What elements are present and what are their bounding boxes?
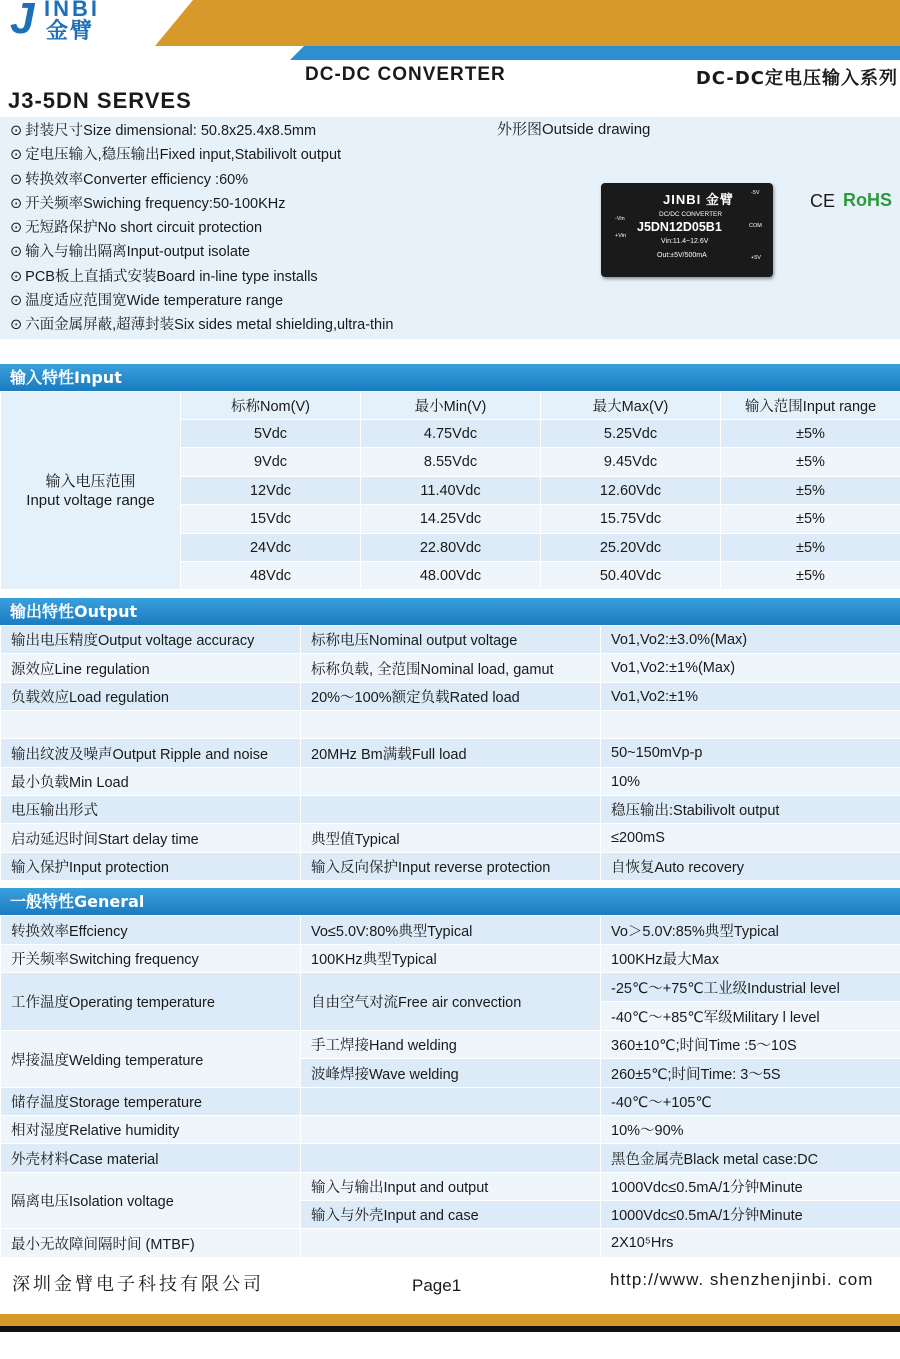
table-cell xyxy=(301,768,601,796)
table-cell: 最小无故障间隔时间 (MTBF) xyxy=(1,1229,301,1258)
table-cell: 24Vdc xyxy=(181,534,361,562)
table-cell: 输入与输出Input and output xyxy=(301,1173,601,1201)
table-cell: 输入反向保护Input reverse protection xyxy=(301,853,601,881)
table-row xyxy=(1,853,900,881)
header-blue-bar xyxy=(290,46,900,60)
table-cell: 输出纹波及噪声Output Ripple and noise xyxy=(1,739,301,768)
table-cell: 1000Vdc≤0.5mA/1分钟Minute xyxy=(601,1201,900,1229)
table-cell: 10%～90% xyxy=(601,1116,900,1144)
logo-cn: 金臂 xyxy=(46,19,95,44)
output-section-header: 输出特性Output xyxy=(0,598,900,625)
table-cell: ±5% xyxy=(721,420,900,448)
logo-letter: J xyxy=(10,0,35,43)
header-title: DC-DC CONVERTER xyxy=(305,64,506,85)
table-cell: 100KHz典型Typical xyxy=(301,945,601,973)
table-row xyxy=(1,1229,900,1258)
feature-item: ⊙ PCB板上直插式安装Board in-line type installs xyxy=(10,265,393,289)
table-cell xyxy=(1,711,301,739)
table-row xyxy=(1,683,900,711)
module-logo: JINBI 金臂 xyxy=(663,192,734,207)
table-row xyxy=(1,739,900,768)
table-row xyxy=(1,1088,900,1116)
module-part-number: J5DN12D05B1 xyxy=(637,220,722,234)
table-cell: 8.55Vdc xyxy=(361,448,541,477)
table-row xyxy=(1,711,900,739)
table-cell: 15.75Vdc xyxy=(541,505,721,534)
table-cell: 14.25Vdc xyxy=(361,505,541,534)
table-cell: 2X10⁵Hrs xyxy=(601,1229,900,1258)
general-table xyxy=(0,915,900,1258)
module-vin: Vin:11.4~12.6V xyxy=(661,238,709,245)
feature-item: ⊙ 无短路保护No short circuit protection xyxy=(10,216,393,240)
table-cell: 360±10℃;时间Time :5～10S xyxy=(601,1031,900,1059)
table-row xyxy=(1,796,900,824)
table-cell: 25.20Vdc xyxy=(541,534,721,562)
table-cell: Vo1,Vo2:±1% xyxy=(601,683,900,711)
outside-drawing-label: 外形图Outside drawing xyxy=(497,121,651,138)
table-cell: 外壳材料Case material xyxy=(1,1144,301,1173)
table-cell: ≤200mS xyxy=(601,824,900,853)
table-cell xyxy=(301,1088,601,1116)
table-cell: 5.25Vdc xyxy=(541,420,721,448)
table-cell xyxy=(301,1229,601,1258)
table-cell: ±5% xyxy=(721,477,900,505)
column-header: 标称Nom(V) xyxy=(181,392,361,420)
table-cell: 波峰焊接Wave welding xyxy=(301,1059,601,1088)
input-table xyxy=(0,391,900,590)
input-header-row xyxy=(1,392,900,420)
table-cell: -25℃～+75℃工业级Industrial level xyxy=(601,973,900,1002)
table-cell: 10% xyxy=(601,768,900,796)
module-subtitle: DC/DC CONVERTER xyxy=(659,211,723,218)
table-cell: 9Vdc xyxy=(181,448,361,477)
model-title: J3-5DN SERVES xyxy=(8,88,192,113)
input-range-label xyxy=(1,392,181,590)
table-cell: 22.80Vdc xyxy=(361,534,541,562)
table-cell: ±5% xyxy=(721,448,900,477)
feature-item: ⊙ 温度适应范围宽Wide temperature range xyxy=(10,289,393,313)
table-cell: ±5% xyxy=(721,562,900,590)
table-cell: 12.60Vdc xyxy=(541,477,721,505)
table-cell: 20MHz Bm满载Full load xyxy=(301,739,601,768)
table-cell: ±5% xyxy=(721,505,900,534)
ce-mark: CE xyxy=(810,191,836,211)
feature-list xyxy=(10,119,393,338)
table-cell xyxy=(301,711,601,739)
table-row xyxy=(1,1144,900,1173)
pin-label: -5V xyxy=(751,190,760,196)
table-cell: 48Vdc xyxy=(181,562,361,590)
footer-gold-bar xyxy=(0,1314,900,1326)
column-header: 最大Max(V) xyxy=(541,392,721,420)
table-cell: 自恢复Auto recovery xyxy=(601,853,900,881)
table-cell: 手工焊接Hand welding xyxy=(301,1031,601,1059)
table-cell: ±5% xyxy=(721,534,900,562)
table-cell: 50~150mVp-p xyxy=(601,739,900,768)
table-cell: 黑色金属壳Black metal case:DC xyxy=(601,1144,900,1173)
table-cell: 转换效率Effciency xyxy=(1,916,301,945)
input-section-header: 输入特性Input xyxy=(0,364,900,391)
module-image xyxy=(601,183,773,277)
table-cell xyxy=(301,796,601,824)
feature-item: ⊙ 开关频率Swiching frequency:50-100KHz xyxy=(10,192,393,216)
table-cell: 5Vdc xyxy=(181,420,361,448)
table-row xyxy=(1,1116,900,1144)
table-cell: Vo1,Vo2:±1%(Max) xyxy=(601,654,900,683)
input-range-label-cn: 输入电压范围 xyxy=(45,472,136,490)
table-cell xyxy=(301,1116,601,1144)
table-cell: 9.45Vdc xyxy=(541,448,721,477)
table-cell: 输出电压精度Output voltage accuracy xyxy=(1,626,301,654)
pin-label: +5V xyxy=(751,255,761,261)
table-cell: 标称电压Nominal output voltage xyxy=(301,626,601,654)
feature-item: ⊙ 六面金属屏蔽,超薄封装Six sides metal shielding,ultra-thin xyxy=(10,313,393,337)
table-cell: 储存温度Storage temperature xyxy=(1,1088,301,1116)
table-cell: -40℃～+105℃ xyxy=(601,1088,900,1116)
table-cell: 12Vdc xyxy=(181,477,361,505)
table-cell: 输入与外壳Input and case xyxy=(301,1201,601,1229)
feature-item: ⊙ 定电压输入,稳压输出Fixed input,Stabilivolt output xyxy=(10,143,393,167)
table-row xyxy=(1,916,900,945)
table-cell: 20%～100%额定负载Rated load xyxy=(301,683,601,711)
header-gold-bar xyxy=(155,0,900,46)
table-cell: 开关频率Switching frequency xyxy=(1,945,301,973)
table-cell: 相对湿度Relative humidity xyxy=(1,1116,301,1144)
table-cell: 稳压输出:Stabilivolt output xyxy=(601,796,900,824)
table-cell: 15Vdc xyxy=(181,505,361,534)
input-range-label-en: Input voltage range xyxy=(26,491,155,509)
table-row xyxy=(1,1031,900,1059)
table-cell: 260±5℃;时间Time: 3～5S xyxy=(601,1059,900,1088)
column-header: 输入范围Input range xyxy=(721,392,900,420)
table-cell: 源效应Line regulation xyxy=(1,654,301,683)
table-row xyxy=(1,626,900,654)
table-cell: Vo≤5.0V:80%典型Typical xyxy=(301,916,601,945)
table-cell: 1000Vdc≤0.5mA/1分钟Minute xyxy=(601,1173,900,1201)
table-cell: 48.00Vdc xyxy=(361,562,541,590)
table-cell xyxy=(301,1144,601,1173)
table-cell: 负载效应Load regulation xyxy=(1,683,301,711)
table-cell xyxy=(601,711,900,739)
pin-label: +Vin xyxy=(615,233,627,239)
table-cell: 典型值Typical xyxy=(301,824,601,853)
table-row xyxy=(1,768,900,796)
company-name: 深圳金臂电子科技有限公司 xyxy=(12,1274,264,1294)
table-cell: 启动延迟时间Start delay time xyxy=(1,824,301,853)
company-logo xyxy=(8,0,168,42)
pin-label: -Vin xyxy=(615,216,625,222)
table-row xyxy=(1,824,900,853)
general-section-header: 一般特性General xyxy=(0,888,900,915)
table-cell: -40℃～+85℃军级Military l level xyxy=(601,1002,900,1031)
table-row xyxy=(1,1173,900,1201)
table-row xyxy=(1,973,900,1002)
table-cell: 输入保护Input protection xyxy=(1,853,301,881)
pin-label: COM xyxy=(749,223,762,229)
header-series-title: DC-DC定电压输入系列 xyxy=(695,68,898,89)
column-header: 最小Min(V) xyxy=(361,392,541,420)
feature-item: ⊙ 封装尺寸Size dimensional: 50.8x25.4x8.5mm xyxy=(10,119,393,143)
company-url[interactable]: http://www. shenzhenjinbi. com xyxy=(610,1270,874,1289)
table-cell: 电压输出形式 xyxy=(1,796,301,824)
table-cell: Vo＞5.0V:85%典型Typical xyxy=(601,916,900,945)
table-cell: 100KHz最大Max xyxy=(601,945,900,973)
table-cell: 标称负载, 全范围Nominal load, gamut xyxy=(301,654,601,683)
table-cell: 自由空气对流Free air convection xyxy=(301,973,601,1031)
output-table xyxy=(0,625,900,881)
table-cell: 4.75Vdc xyxy=(361,420,541,448)
module-out: Out:±5V/500mA xyxy=(657,252,707,259)
feature-item: ⊙ 输入与输出隔离Input-output isolate xyxy=(10,240,393,264)
table-row xyxy=(1,654,900,683)
table-cell: 50.40Vdc xyxy=(541,562,721,590)
rohs-mark: RoHS xyxy=(843,190,892,210)
table-cell: Vo1,Vo2:±3.0%(Max) xyxy=(601,626,900,654)
table-cell: 焊接温度Welding temperature xyxy=(1,1031,301,1088)
table-cell: 隔离电压Isolation voltage xyxy=(1,1173,301,1229)
logo-text: INBI xyxy=(44,0,100,21)
footer-black-bar xyxy=(0,1326,900,1332)
table-row xyxy=(1,945,900,973)
table-cell: 最小负载Min Load xyxy=(1,768,301,796)
feature-item: ⊙ 转换效率Converter efficiency :60% xyxy=(10,168,393,192)
page-number: Page1 xyxy=(412,1276,462,1295)
table-cell: 工作温度Operating temperature xyxy=(1,973,301,1031)
table-cell: 11.40Vdc xyxy=(361,477,541,505)
